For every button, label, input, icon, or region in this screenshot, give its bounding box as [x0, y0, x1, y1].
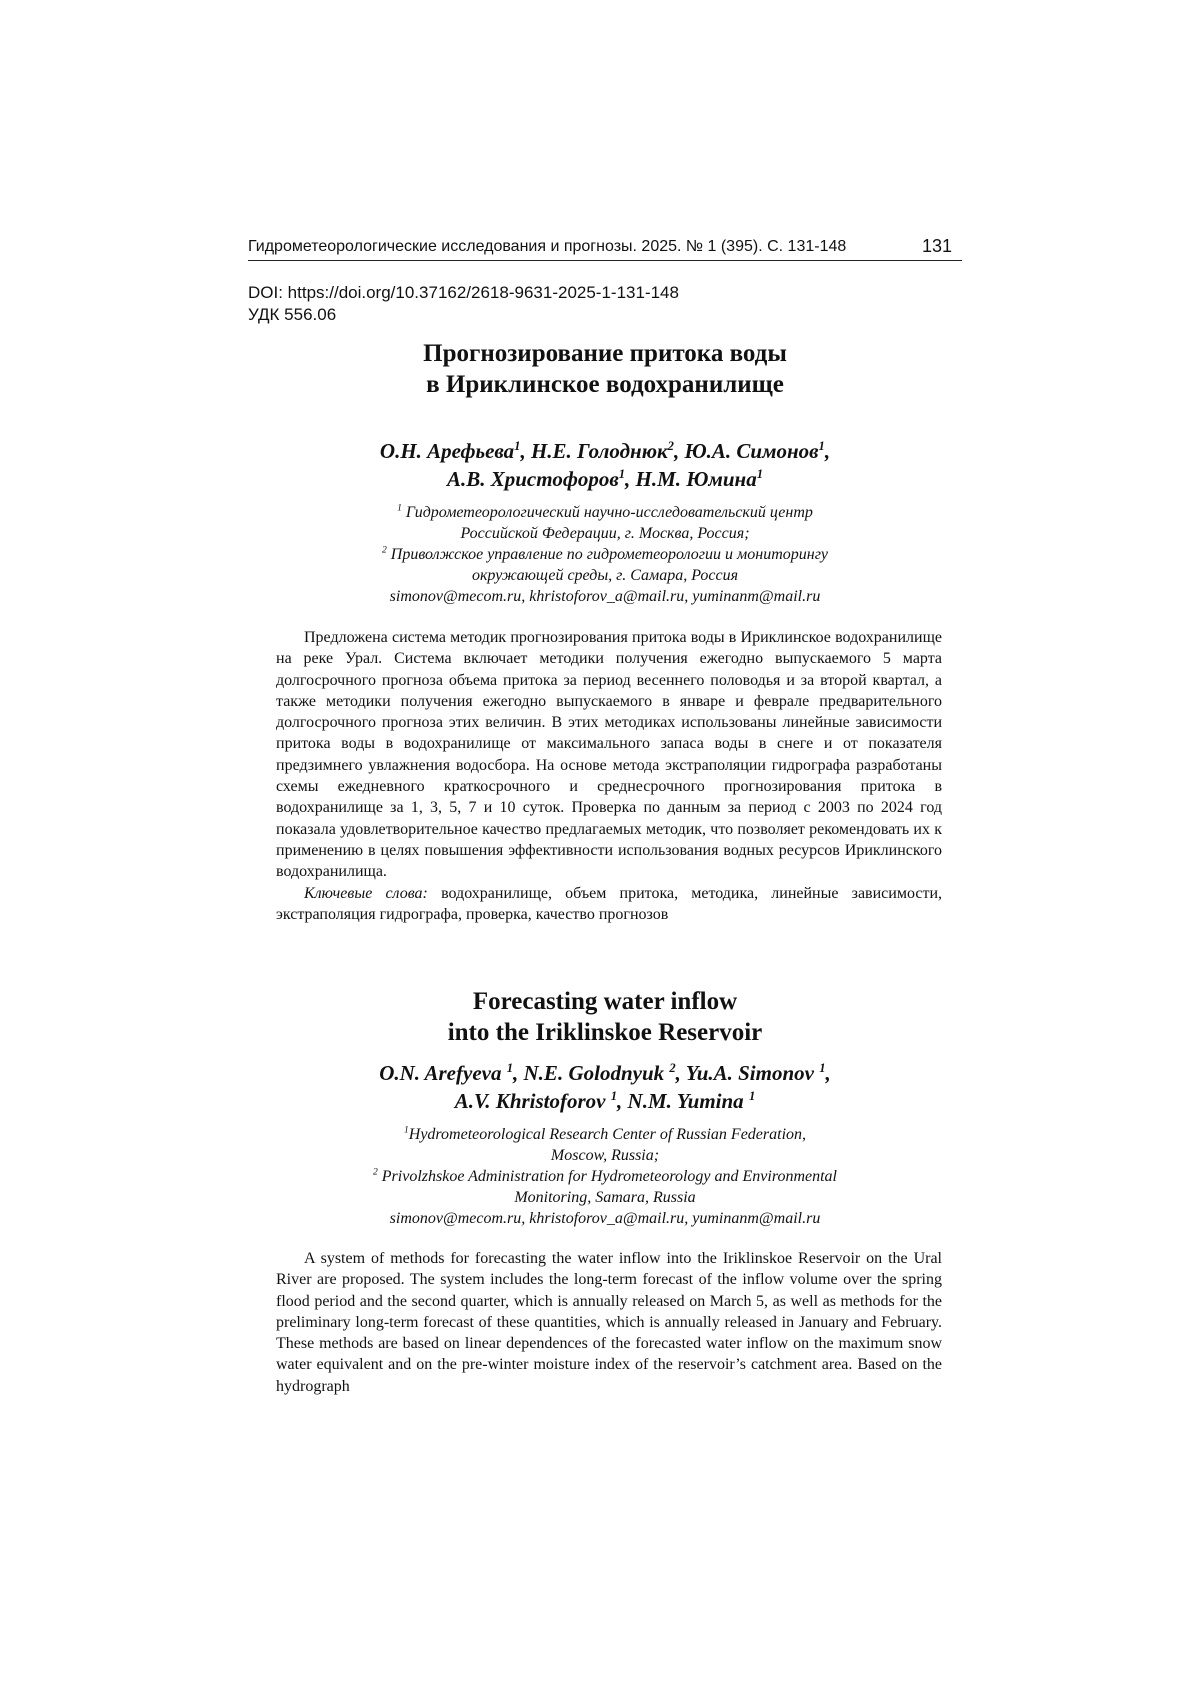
ru-keywords-label: Ключевые слова: [304, 884, 428, 902]
en-affil1-line2: Moscow, Russia; [550, 1147, 660, 1164]
page-number: 131 [921, 236, 952, 256]
author-separator: , [824, 439, 831, 463]
affil-sup: 2 [372, 1166, 378, 1178]
en-affil2-line2: Monitoring, Samara, Russia [514, 1189, 696, 1206]
ru-abstract [276, 627, 942, 925]
author-affil-sup: 1 [819, 1061, 826, 1075]
article-meta [248, 282, 679, 326]
author-affil-sup: 2 [669, 1061, 676, 1075]
en-affil1-line1: Hydrometeorological Research Center of Russian Federation, [408, 1126, 807, 1143]
author-name: Н.Е. Голоднюк [530, 439, 668, 463]
en-title-line2: into the Iriklinskoe Reservoir [447, 1019, 763, 1046]
ru-authors-line1 [248, 437, 962, 465]
author-name: Yu.A. Simonov [685, 1061, 820, 1085]
author-affil-sup: 1 [610, 1089, 618, 1103]
author-separator: , [520, 439, 531, 463]
en-title [248, 986, 962, 1048]
ru-emails[interactable]: simonov@mecom.ru, khristoforov_a@mail.ru, yuminanm@mail.ru [389, 588, 821, 605]
en-authors-line2 [248, 1087, 962, 1115]
author-name: О.Н. Арефьева [379, 439, 515, 463]
author-separator: , [617, 1089, 628, 1113]
ru-keywords [276, 883, 942, 926]
journal-citation: Гидрометеорологические исследования и прогнозы. 2025. № 1 (395). С. 131-148 [248, 238, 847, 255]
udk-code: УДК 556.06 [248, 305, 337, 324]
affil-sup: 1 [397, 502, 402, 514]
ru-affiliations [248, 502, 962, 607]
author-name: Ю.А. Симонов [684, 439, 819, 463]
author-name: N.E. Golodnyuk [523, 1061, 670, 1085]
author-affil-sup: 1 [748, 1089, 756, 1103]
en-authors [248, 1059, 962, 1115]
ru-authors [248, 437, 962, 493]
author-affil-sup: 1 [506, 1061, 514, 1075]
author-affil-sup: 1 [818, 439, 825, 453]
ru-affil1-line1: Гидрометеорологический научно-исследовательский центр [405, 504, 813, 521]
author-separator: , [673, 439, 685, 463]
author-affil-sup: 1 [756, 467, 763, 481]
author-affil-sup: 1 [514, 439, 521, 453]
author-name: N.M. Yumina [627, 1089, 749, 1113]
author-affil-sup: 2 [667, 439, 674, 453]
ru-keywords-text: водохранилище, объем притока, методика, линейные зависимости, экстраполяция гидрографа, проверка, качество прогнозов [276, 884, 943, 923]
author-name: A.V. Khristoforov [454, 1089, 611, 1113]
ru-title-line1: Прогнозирование притока воды [423, 340, 787, 367]
en-abstract [276, 1248, 942, 1397]
ru-affil1-line2: Российской Федерации, г. Москва, Россия; [460, 525, 750, 542]
author-separator: , [675, 1061, 686, 1085]
author-separator: , [513, 1061, 524, 1085]
doi-link[interactable]: DOI: https://doi.org/10.37162/2618-9631-2025-1-131-148 [248, 283, 679, 302]
author-affil-sup: 1 [618, 467, 626, 481]
running-header [248, 236, 962, 261]
ru-affil2-line1: Приволжское управление по гидрометеорологии и мониторингу [390, 546, 829, 563]
en-affiliations [248, 1124, 962, 1229]
en-affil2-line1: Privolzhskoe Administration for Hydrometeorology and Environmental [381, 1168, 837, 1185]
author-name: O.N. Arefyeva [379, 1061, 507, 1085]
affil-sup: 2 [381, 544, 387, 556]
en-abstract-text: A system of methods for forecasting the water inflow into the Iriklinskoe Reservoir on the Ural River are proposed. The system includes the long-term forecast of the inflow volume over the spring flood period and the second quarter, which is annually released on March 5, as well as methods for the preliminary long-term forecast of these quantities, which is annually released in January and February. These methods are based on linear dependences of the forecasted water inflow on the maximum snow water equivalent and on the pre-winter moisture index of the reservoir’s catchment area. Based on the hydrograph [276, 1250, 942, 1395]
author-separator: , [825, 1061, 831, 1085]
ru-abstract-text: Предложена система методик прогнозирования притока воды в Ириклинское водохранилище на реке Урал. Система включает методики получения ежегодно выпускаемого 5 марта долгосрочного прогноза объема притока за период весеннего половодья и за второй квартал, а также методики получения ежегодно выпускаемого в январе и феврале предварительного долгосрочного прогноза этих величин. В этих методиках использованы линейные зависимости притока воды в водохранилище от максимального запаса воды в снеге и от показателя предзимнего увлажнения водосбора. На основе метода экстраполяции гидрографа разработаны схемы ежедневного краткосрочного и среднесрочного прогнозирования притока в водохранилище за 1, 3, 5, 7 и 10 суток. Проверка по данным за период с 2003 по 2024 год показала удовлетворительное качество предлагаемых методик, что позволяет рекомендовать их к применению в целях повышения эффективности использования водных ресурсов Ириклинского водохранилища. [276, 629, 942, 881]
en-authors-line1 [248, 1059, 962, 1087]
author-separator: , [625, 467, 636, 491]
ru-authors-line2 [248, 465, 962, 493]
en-title-line1: Forecasting water inflow [472, 988, 738, 1015]
author-name: Н.М. Юмина [635, 467, 757, 491]
affil-sup: 1 [403, 1124, 409, 1136]
en-emails[interactable]: simonov@mecom.ru, khristoforov_a@mail.ru, yuminanm@mail.ru [389, 1210, 821, 1227]
ru-title [248, 338, 962, 400]
ru-title-line2: в Ириклинское водохранилище [426, 371, 784, 398]
author-name: А.В. Христофоров [446, 467, 619, 491]
ru-affil2-line2: окружающей среды, г. Самара, Россия [471, 567, 739, 584]
